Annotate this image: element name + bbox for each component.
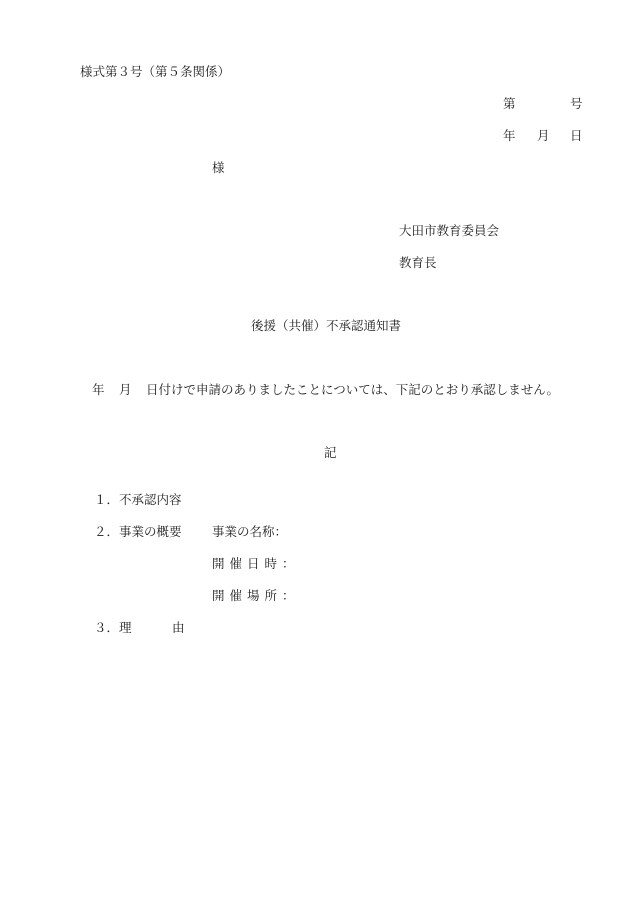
event-name-label: 事業の名称： [212,524,288,539]
sender-organization: 大田市教育委員会 [399,223,500,238]
ki-heading: 記 [324,445,337,460]
item-2-number: ２． [94,524,120,539]
event-place-label: 開催場所： [212,588,300,603]
form-label: 様式第３号（第５条関係） [80,64,231,79]
item-1-label: 不承認内容 [119,492,182,507]
body-year: 年 [92,382,105,397]
document-number-suffix: 号 [570,96,583,111]
date-month: 月 [537,128,550,143]
document-title: 後援（共催）不承認通知書 [251,318,402,333]
item-3-label-left: 理 [119,620,132,635]
date-day: 日 [570,128,583,143]
addressee-honorific: 様 [212,160,225,175]
date-year: 年 [503,128,516,143]
item-3-number: ３． [94,620,120,635]
document-number-prefix: 第 [503,96,516,111]
item-2-label: 事業の概要 [119,524,182,539]
body-month: 月 [119,382,132,397]
sender-title: 教育長 [399,255,437,270]
item-3-label-right: 由 [172,620,185,635]
event-datetime-label: 開催日時： [212,556,300,571]
body-text: 日付けで申請のありましたことについては、下記のとおり承認しません。 [146,382,560,397]
item-1-number: １． [94,492,120,507]
